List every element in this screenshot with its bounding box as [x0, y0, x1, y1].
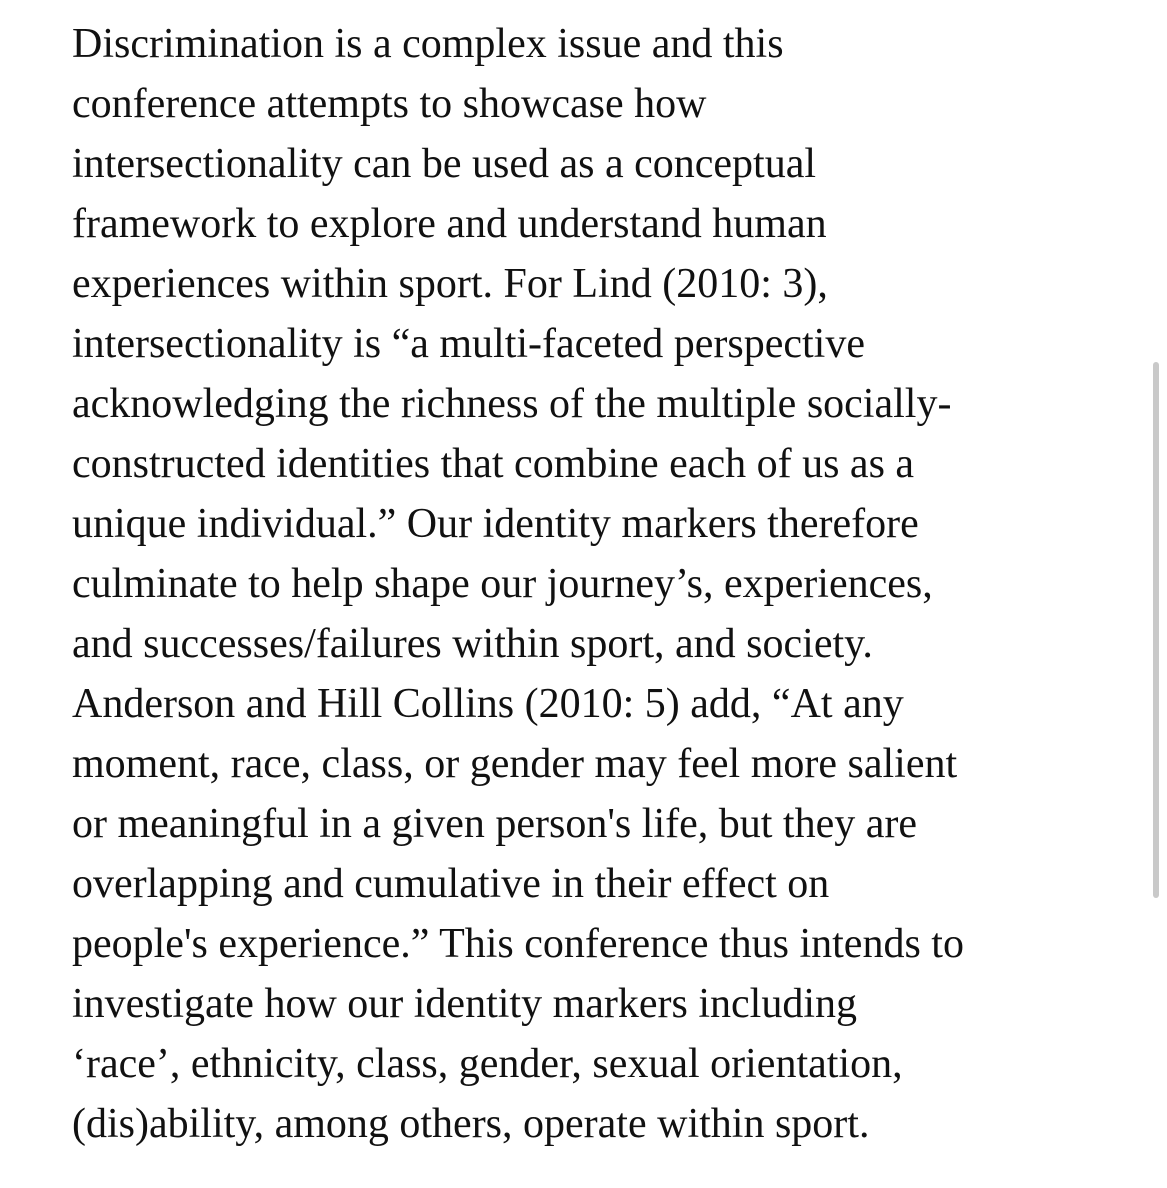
text-line-18: ‘race’, ethnicity, class, gender, sexual orientation,	[72, 1041, 903, 1087]
text-line-2: conference attempts to showcase how	[72, 81, 707, 127]
text-line-14: or meaningful in a given person's life, but they are	[72, 801, 917, 847]
paragraph	[72, 14, 1132, 1154]
text-line-9: unique individual.” Our identity markers therefore	[72, 501, 919, 547]
text-line-8: constructed identities that combine each of us as a	[72, 441, 915, 487]
text-line-3: intersectionality can be used as a conceptual	[72, 141, 817, 187]
text-line-4: framework to explore and understand human	[72, 201, 827, 247]
text-line-16: people's experience.” This conference thus intends to	[72, 921, 964, 967]
text-line-1: Discrimination is a complex issue and this	[72, 21, 784, 67]
text-line-10: culminate to help shape our journey’s, experiences,	[72, 561, 933, 607]
text-line-11: and successes/failures within sport, and society.	[72, 621, 873, 667]
text-line-12: Anderson and Hill Collins (2010: 5) add, “At any	[72, 681, 904, 727]
text-line-17: investigate how our identity markers including	[72, 981, 857, 1027]
text-line-19: (dis)ability, among others, operate within sport.	[72, 1101, 870, 1147]
text-line-15: overlapping and cumulative in their effect on	[72, 861, 830, 907]
vertical-scrollbar[interactable]	[1153, 362, 1159, 898]
text-line-7: acknowledging the richness of the multiple socially-	[72, 381, 952, 427]
text-line-6: intersectionality is “a multi-faceted perspective	[72, 321, 865, 367]
text-line-5: experiences within sport. For Lind (2010: 3),	[72, 261, 828, 307]
text-line-13: moment, race, class, or gender may feel more salient	[72, 741, 958, 787]
